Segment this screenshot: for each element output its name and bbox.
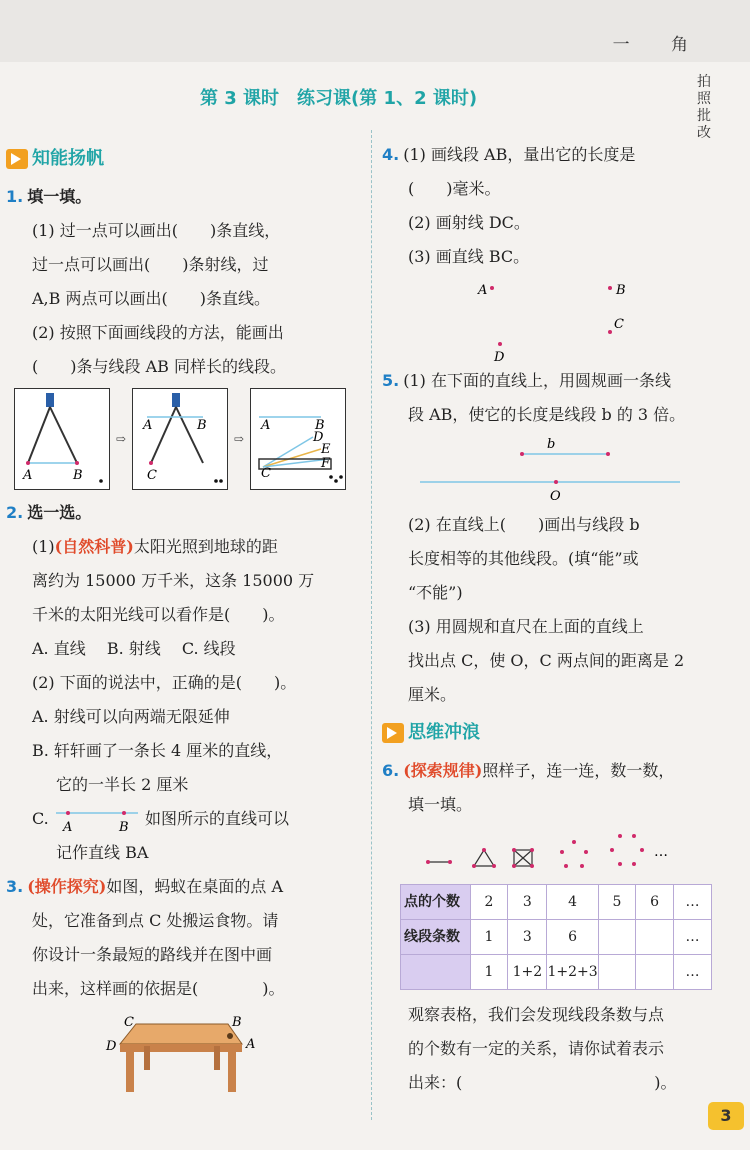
table-row: 线段条数 1 3 6 … <box>401 920 712 955</box>
svg-text:O: O <box>550 489 561 504</box>
segment-b-figure <box>382 432 702 508</box>
table-row: 点的个数 2 3 4 5 6 … <box>401 885 712 920</box>
compass-step-1 <box>14 388 110 490</box>
question-6: 6. (探索规律)照样子，连一连，数一数， 填一填。 … 点的个数 2 3 4 5 6 … 线段条数 1 3 6 … 1 1+2 1+2+3 … 观察表格，我们会发现线段条数与点 的个数有一定的关系，请你试着表示 出来：( )。 <box>382 754 712 1100</box>
section-header: 知能扬帆 <box>6 142 356 176</box>
page-number: 3 <box>708 1102 744 1130</box>
svg-text:A: A <box>246 1037 256 1052</box>
points-figure <box>382 274 702 364</box>
question-3: 3. (操作探究)如图，蚂蚁在桌面的点 A 处，它准备到点 C 处搬运食物。请 你设计一条最短的路线并在图中画 出来，这样画的依据是( )。 C B D A <box>6 870 356 1098</box>
svg-text:b: b <box>547 437 556 452</box>
column-divider <box>371 130 372 1120</box>
option-c-line: C. A B 如图所示的直线可以 <box>6 802 356 836</box>
svg-text:A: A <box>62 819 73 835</box>
question-5: 5. (1) 在下面的直线上，用圆规画一条线 段 AB，使它的长度是线段 b 的 3 倍。 b O (2) 在直线上( )画出与线段 b 长度相等的其他线段。(填“能”或 “不能”) (3) 用圆规和直尺在上面的直线上 找出点 C，使 O，C 两点间的距离是 2 厘米。 <box>382 364 712 712</box>
table-row: 1 1+2 1+2+3 … <box>401 955 712 990</box>
compass-step-2 <box>132 388 228 490</box>
question-1: 1. 填一填。 (1) 过一点可以画出( )条直线， 过一点可以画出( )条射线，过 A,B 两点可以画出( )条直线。 (2) 按照下面画线段的方法，能画出 ( )条与线段 AB 同样长的线段。 A B ⇨ A B C ⇨ A B C D E F <box>6 180 356 490</box>
question-4: 4. (1) 画线段 AB，量出它的长度是 ( )毫米。 (2) 画射线 DC。 (3) 画直线 BC。 A B C D <box>382 138 712 364</box>
dots-pattern-figure <box>382 822 702 876</box>
svg-text:A: A <box>23 468 33 483</box>
svg-text:B: B <box>73 468 83 483</box>
svg-text:A: A <box>478 283 488 298</box>
svg-text:C: C <box>124 1015 134 1030</box>
svg-text:D: D <box>494 350 505 364</box>
points-segments-table <box>400 884 712 990</box>
svg-text:…: … <box>654 844 668 860</box>
svg-text:C: C <box>614 317 624 332</box>
photo-grading-label: 拍 照 批 改 <box>697 74 711 141</box>
svg-text:C: C <box>261 466 271 481</box>
section-header: 思维冲浪 <box>382 716 712 750</box>
right-column <box>382 138 712 1100</box>
svg-text:D: D <box>106 1039 117 1054</box>
svg-text:B: B <box>616 283 626 298</box>
svg-text:B: B <box>315 418 325 433</box>
svg-text:F: F <box>321 456 331 471</box>
svg-text:C: C <box>147 468 157 483</box>
line-ab-figure <box>54 805 140 835</box>
flag-icon <box>6 149 28 169</box>
wave-icon <box>382 723 404 743</box>
compass-diagram <box>14 388 356 490</box>
svg-text:A: A <box>261 418 271 433</box>
question-2: 2. 选一选。 (1)(自然科普)太阳光照到地球的距 离约为 15000 万千米，这条 15000 万 千米的太阳光线可以看作是( )。 A. 直线 B. 射线 C. 线段 (2) 下面的说法中，正确的是( )。 A. 射线可以向两端无限延伸 B. 轩轩画了一条长 4 厘米的直线， 它的一半长 2 厘米 C. A B 如图所示的直线可以 记作直线 BA <box>6 496 356 870</box>
arrow-icon: ⇨ <box>115 432 127 446</box>
left-column <box>6 142 356 1098</box>
table-figure <box>96 1014 266 1098</box>
svg-text:E: E <box>321 442 331 457</box>
svg-text:A: A <box>143 418 153 433</box>
corner-label: 一 角 <box>612 35 706 55</box>
compass-step-3 <box>250 388 346 490</box>
arrow-icon: ⇨ <box>233 432 245 446</box>
svg-text:B: B <box>232 1015 242 1030</box>
svg-text:D: D <box>313 430 324 445</box>
svg-text:B: B <box>118 819 129 835</box>
svg-text:B: B <box>197 418 207 433</box>
lesson-title: 第 3 课时 练习课(第 1、2 课时) <box>200 88 478 109</box>
